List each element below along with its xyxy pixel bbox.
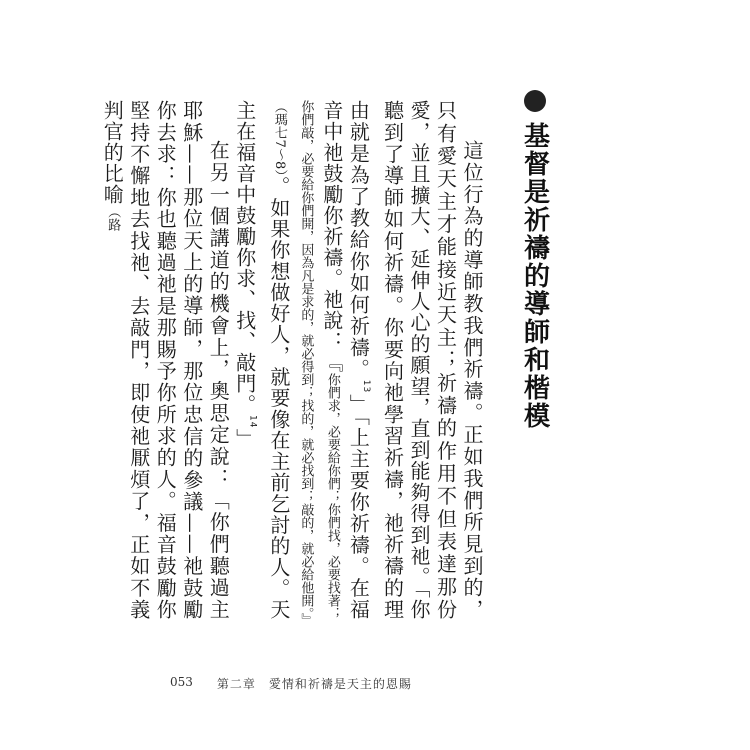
section-heading: [520, 90, 550, 430]
page-number: 053: [170, 675, 193, 689]
page-footer: [170, 675, 412, 692]
paragraph-2: [99, 100, 232, 620]
footnote-13: 13: [361, 379, 371, 394]
paragraph-2-reference: （路: [105, 205, 121, 231]
scripture-quote: 你們求，必要給你們；你們找，必要找著；你們敲，必要給你們開，因為凡是求的，就必得到；找的，就必找到；敲的，就必給他開。』（瑪七7～8）: [271, 100, 340, 620]
paragraph-1: [231, 100, 485, 620]
paragraph-1-part-b: 」「上主要你祈禱。在福音中祂鼓勵你祈禱。祂說：『: [319, 100, 371, 621]
heading-bullet-icon: [524, 90, 546, 112]
heading-title: 基督是祈禱的導師和楷模: [519, 122, 550, 430]
paragraph-2-text: 在另一個講道的機會上，奧思定說：「你們聽過主耶穌——那位天上的導師，那位忠信的參議——祂鼓勵你去求：你也聽過祂是那賜予你所求的人。福音鼓勵你堅持不懈地去找祂、去敲門，即使祂厭煩了，正如不義判官的比喻: [100, 100, 231, 620]
paragraph-1-part-d: 」: [232, 428, 257, 450]
body-text: [99, 100, 485, 620]
footnote-14: 14: [247, 415, 258, 429]
paragraph-1-part-c: 。如果你想做好人，就要像在主前乞討的人。天主在福音中鼓勵你求、找、敲門。: [232, 100, 291, 621]
paragraph-1-part-a: 這位行為的導師教我們祈禱。正如我們所見到的，只有愛天主才能接近天主；祈禱的作用不但表達那份愛，並且擴大、延伸人心的願望，直到能夠得到祂。「你聽到了導師如何祈禱。你要向祂學習祈禱，祂祈禱的理由就是為了教給你如何祈禱。: [346, 100, 484, 620]
chapter-title: 第二章 愛情和祈禱是天主的恩賜: [216, 677, 412, 691]
